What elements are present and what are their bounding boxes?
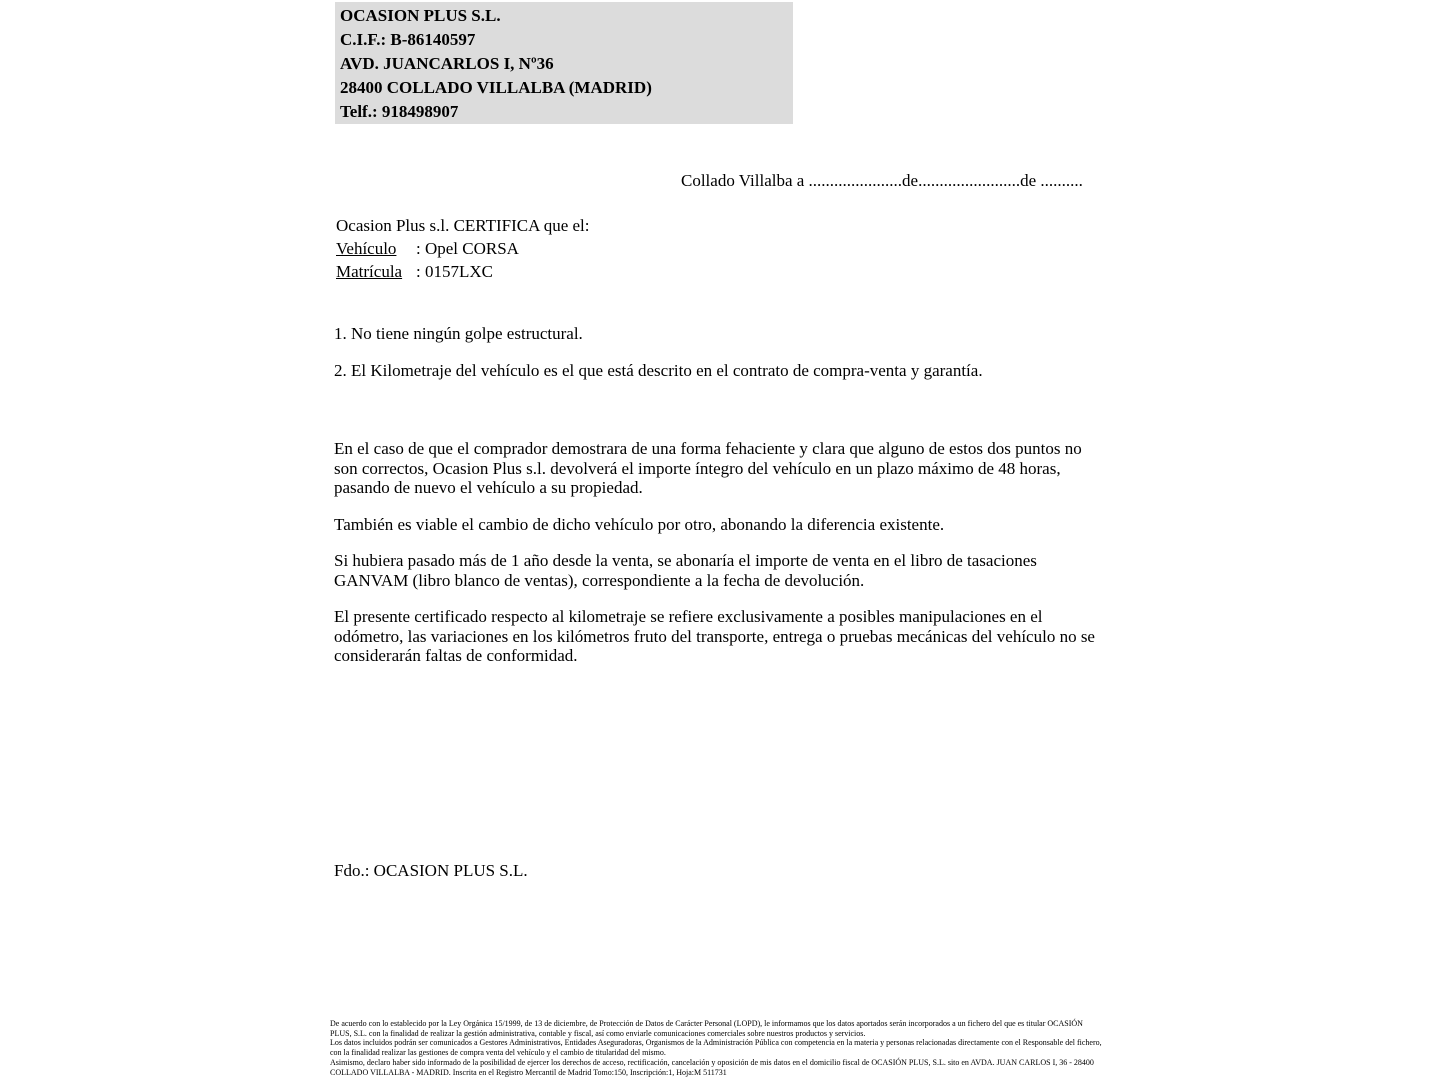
plate-row xyxy=(336,260,590,283)
certify-block xyxy=(336,214,590,283)
paragraph-refund: En el caso de que el comprador demostrara de una forma fehaciente y clara que alguno de estos dos puntos no son correctos, Ocasion Plus s.l. devolverá el importe íntegro del vehículo en un plazo máximo de 48 horas, pasando de nuevo el vehículo a su propiedad. xyxy=(334,439,1082,497)
paragraph-odometer: El presente certificado respecto al kilometraje se refiere exclusivamente a posibles manipulaciones en el odómetro, las variaciones en los kilómetros fruto del transporte, entrega o pruebas mecánicas del vehículo no se considerarán faltas de conformidad. xyxy=(334,607,1095,665)
plate-label: Matrícula xyxy=(336,262,403,281)
vehicle-value: : Opel CORSA xyxy=(416,239,519,258)
company-phone: Telf.: 918498907 xyxy=(340,102,459,121)
vehicle-label: Vehículo xyxy=(336,239,397,258)
plate-value: : 0157LXC xyxy=(416,262,493,281)
legal-paragraph-data-sharing: Los datos incluidos podrán ser comunicados a Gestores Administrativos, Entidades Aseguradoras, Organismos de la Administración Pública con competencia en la materia y personas relacionadas directamente con el Responsable del fichero, con la finalidad realizar las gestiones de compra venta del vehículo y el cambio de titularidad del mismo. xyxy=(330,1038,1102,1058)
point-2: 2. El Kilometraje del vehículo es el que está descrito en el contrato de compra-venta y garantía. xyxy=(334,361,983,380)
vehicle-row xyxy=(336,237,590,260)
body-paragraphs xyxy=(334,439,1098,683)
company-city: 28400 COLLADO VILLALBA (MADRID) xyxy=(340,78,652,97)
paragraph-ganvam: Si hubiera pasado más de 1 año desde la venta, se abonaría el importe de venta en el libro de tasaciones GANVAM (libro blanco de ventas), correspondiente a la fecha de devolución. xyxy=(334,551,1037,590)
certify-heading: Ocasion Plus s.l. CERTIFICA que el: xyxy=(336,216,590,235)
paragraph-exchange: También es viable el cambio de dicho vehículo por otro, abonando la diferencia existente. xyxy=(334,514,945,534)
company-address: AVD. JUANCARLOS I, Nº36 xyxy=(340,54,554,73)
legal-paragraph-rights: Asimismo, declaro haber sido informado de la posibilidad de ejercer los derechos de acceso, rectificación, cancelación y oposición de mis datos en el domicilio fiscal de OCASIÓN PLUS, S.L. sito en AVDA. JUAN CARLOS I, 36 - 28400 COLLADO VILLALBA - MADRID. Inscrita en el Registro Mercantil de Madrid Tomo:150, Inscripción:1, Hoja:M 511731 xyxy=(330,1057,1094,1077)
point-1: 1. No tiene ningún golpe estructural. xyxy=(334,324,583,343)
legal-paragraph-lopd: De acuerdo con lo establecido por la Ley Orgánica 15/1999, de 13 de diciembre, de Protección de Datos de Carácter Personal (LOPD), le informamos que los datos aportados serán incorporados a un fichero del que es titular OCASIÓN PLUS, S.L. con la finalidad de realizar la gestión administrativa, contable y fiscal, así como enviarle comunicaciones comerciales sobre nuestros productos y servicios. xyxy=(330,1019,1083,1038)
legal-fine-print xyxy=(330,1019,1105,1077)
company-header-box xyxy=(335,2,793,124)
signature-line: Fdo.: OCASION PLUS S.L. xyxy=(334,861,528,880)
date-line: Collado Villalba a ......................de........................de .......... xyxy=(681,171,1083,190)
company-cif: C.I.F.: B-86140597 xyxy=(340,30,476,49)
company-name: OCASION PLUS S.L. xyxy=(340,6,501,25)
